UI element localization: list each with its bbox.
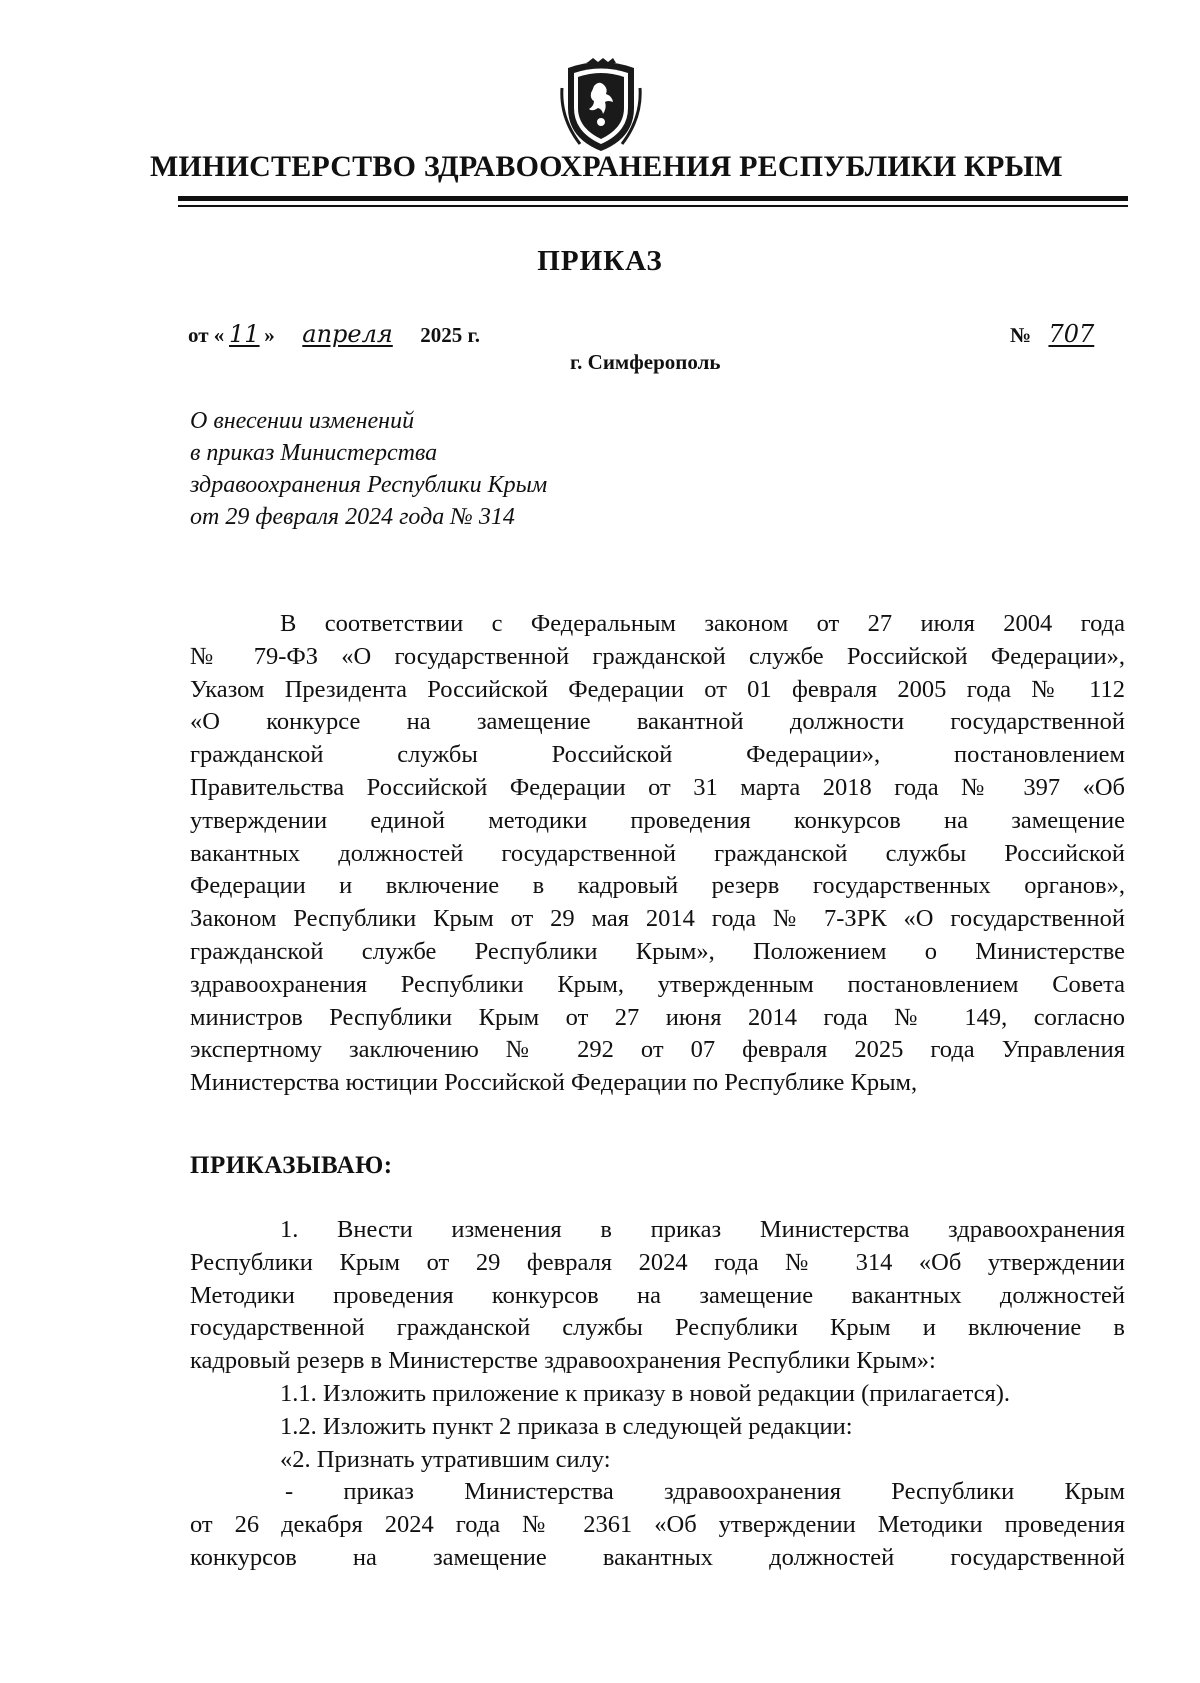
- preamble-line: вакантных должностей государственной гражданской службы Российской: [190, 839, 1125, 867]
- item-line: «2. Признать утратившим силу:: [280, 1445, 611, 1473]
- preamble-line: Правительства Российской Федерации от 31 марта 2018 года № 397 «Об: [190, 773, 1125, 801]
- date-year: 2025 г.: [420, 323, 480, 347]
- preamble-line: министров Республики Крым от 27 июня 2014 года № 149, согласно: [190, 1003, 1125, 1031]
- item-line: кадровый резерв в Министерстве здравоохранения Республики Крым»:: [190, 1347, 936, 1375]
- subject-line: от 29 февраля 2024 года № 314: [190, 504, 515, 530]
- preamble-line: Законом Республики Крым от 29 мая 2014 года № 7-ЗРК «О государственной: [190, 905, 1125, 933]
- subject-line: в приказ Министерства: [190, 440, 438, 466]
- preamble-paragraph: [190, 608, 1125, 1100]
- item-line: - приказ Министерства здравоохранения Республики Крым: [285, 1478, 1125, 1506]
- document-type-title: ПРИКАЗ: [537, 245, 663, 277]
- item-line: конкурсов на замещение вакантных должностей государственной: [190, 1543, 1125, 1571]
- order-number: [1010, 320, 1106, 348]
- order-items: [190, 1214, 1125, 1575]
- subject-line: здравоохранения Республики Крым: [190, 472, 548, 498]
- order-directive-heading: ПРИКАЗЫВАЮ:: [190, 1152, 393, 1179]
- date-month-handwritten: апреля: [302, 320, 393, 348]
- item-line: государственной гражданской службы Республики Крым и включение в: [190, 1314, 1125, 1342]
- item-line: Методики проведения конкурсов на замещение вакантных должностей: [190, 1281, 1125, 1309]
- preamble-line: В соответствии с Федеральным законом от 27 июля 2004 года: [280, 610, 1125, 637]
- item-line: Республики Крым от 29 февраля 2024 года № 314 «Об утверждении: [190, 1248, 1125, 1276]
- order-date: [188, 320, 480, 348]
- item-line: от 26 декабря 2024 года № 2361 «Об утверждении Методики проведения: [190, 1511, 1125, 1539]
- date-mid: »: [264, 323, 275, 347]
- order-subject: [190, 405, 547, 533]
- preamble-line: экспертному заключению № 292 от 07 февраля 2025 года Управления: [190, 1036, 1125, 1064]
- header-divider-thin: [178, 205, 1128, 207]
- subject-line: О внесении изменений: [190, 408, 415, 434]
- preamble-line: утверждении единой методики проведения конкурсов на замещение: [190, 806, 1125, 834]
- city: г. Симферополь: [570, 350, 721, 374]
- item-line: 1. Внести изменения в приказ Министерства здравоохранения: [280, 1216, 1125, 1243]
- number-label: №: [1010, 323, 1032, 347]
- ministry-name: МИНИСТЕРСТВО ЗДРАВООХРАНЕНИЯ РЕСПУБЛИКИ КРЫМ: [150, 150, 1063, 183]
- preamble-line: Федерации и включение в кадровый резерв государственных органов»,: [190, 872, 1125, 900]
- header-divider-thick: [178, 196, 1128, 201]
- preamble-line: «О конкурсе на замещение вакантной должности государственной: [190, 708, 1125, 736]
- number-handwritten: 707: [1048, 320, 1095, 348]
- date-day-handwritten: 11: [229, 320, 260, 348]
- item-line: 1.1. Изложить приложение к приказу в новой редакции (прилагается).: [280, 1379, 1011, 1407]
- preamble-line: гражданской службы Российской Федерации», постановлением: [190, 741, 1125, 769]
- item-line: 1.2. Изложить пункт 2 приказа в следующей редакции:: [280, 1412, 853, 1440]
- preamble-line: Министерства юстиции Российской Федерации по Республике Крым,: [190, 1069, 918, 1097]
- date-prefix: от «: [188, 323, 225, 347]
- preamble-line: № 79-ФЗ «О государственной гражданской службе Российской Федерации»,: [190, 642, 1125, 670]
- preamble-line: гражданской службе Республики Крым», Положением о Министерстве: [190, 937, 1125, 965]
- preamble-line: здравоохранения Республики Крым, утвержденным постановлением Совета: [190, 970, 1125, 998]
- crimea-coat-of-arms-icon: [560, 58, 642, 153]
- preamble-line: Указом Президента Российской Федерации от 01 февраля 2005 года № 112: [190, 675, 1125, 703]
